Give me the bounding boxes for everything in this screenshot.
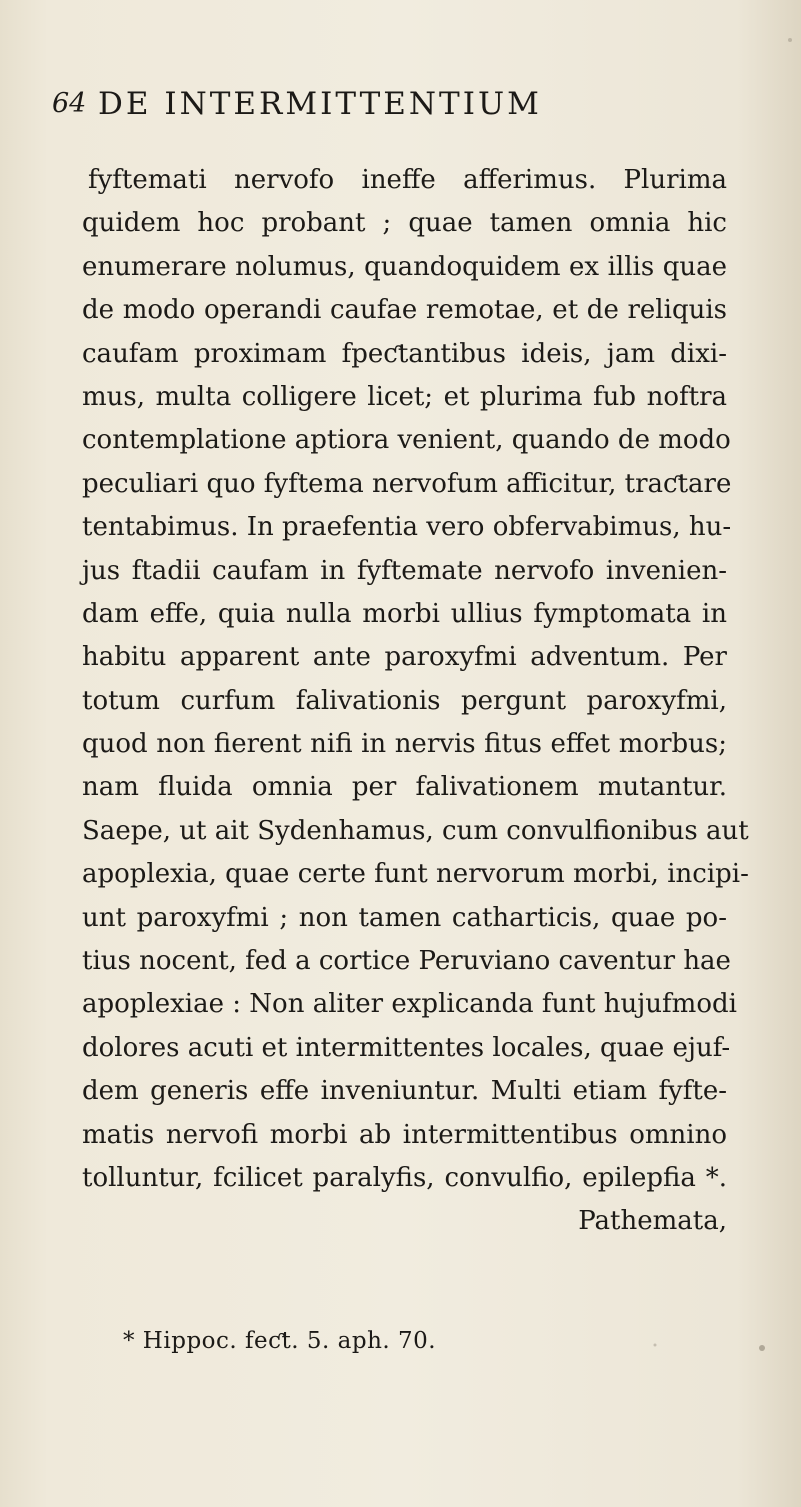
text-line: enumerare nolumus, quandoquidem ex illis quae xyxy=(82,251,727,282)
text-line: apoplexiae : Non aliter explicanda funt hujufmodi xyxy=(82,989,737,1020)
text-line: Saepe, ut ait Sydenhamus, cum convulfionibus aut xyxy=(82,815,749,846)
footnote: * Hippoc. feƈt. 5. aph. 70. xyxy=(123,1328,437,1354)
page-header xyxy=(52,86,732,126)
text-line: dem generis effe inveniuntur. Multi etiam fyfte- xyxy=(82,1076,727,1107)
text-line: matis nervofi morbi ab intermittentibus omnino xyxy=(82,1119,727,1150)
text-line: tolluntur, fcilicet paralyfis, convulfio, epilepfia *. xyxy=(82,1162,727,1193)
text-line: jus ftadii caufam in fyftemate nervofo invenien- xyxy=(82,555,727,586)
text-line: habitu apparent ante paroxyfmi adventum. Per xyxy=(82,642,727,673)
body-text xyxy=(82,159,749,1244)
text-line: caufam proximam fpeƈtantibus ideis, jam dixi- xyxy=(82,338,727,369)
running-head: DE INTERMITTENTIUM xyxy=(98,86,542,122)
text-line: de modo operandi caufae remotae, et de reliquis xyxy=(82,295,727,326)
text-line: peculiari quo fyftema nervofum afficitur, traƈtare xyxy=(82,468,732,499)
text-line: quod non fierent nifi in nervis fitus effet morbus; xyxy=(82,729,727,760)
text-line: dolores acuti et intermittentes locales, quae ejuf- xyxy=(82,1032,731,1063)
text-line: contemplatione aptiora venient, quando de modo xyxy=(82,425,731,456)
text-line: tentabimus. In praefentia vero obfervabimus, hu- xyxy=(82,512,732,543)
page-number: 64 xyxy=(52,88,87,119)
text-line: apoplexia, quae certe funt nervorum morbi, incipi- xyxy=(82,859,749,890)
text-line: dam effe, quia nulla morbi ullius fymptomata in xyxy=(82,598,727,629)
text-line: mus, multa colligere licet; et plurima fub noftra xyxy=(82,381,727,412)
text-line: nam fluida omnia per falivationem mutantur. xyxy=(82,772,727,803)
text-line: quidem hoc probant ; quae tamen omnia hic xyxy=(82,208,727,239)
text-line: fyftemati nervofo ineffe afferimus. Plurima xyxy=(88,165,727,195)
catchword: Pathemata, xyxy=(578,1206,727,1237)
text-line: tius nocent, fed a cortice Peruviano caventur hae xyxy=(82,946,731,977)
text-line: totum curfum falivationis pergunt paroxyfmi, xyxy=(82,685,727,716)
text-line: unt paroxyfmi ; non tamen catharticis, quae po- xyxy=(82,902,727,933)
